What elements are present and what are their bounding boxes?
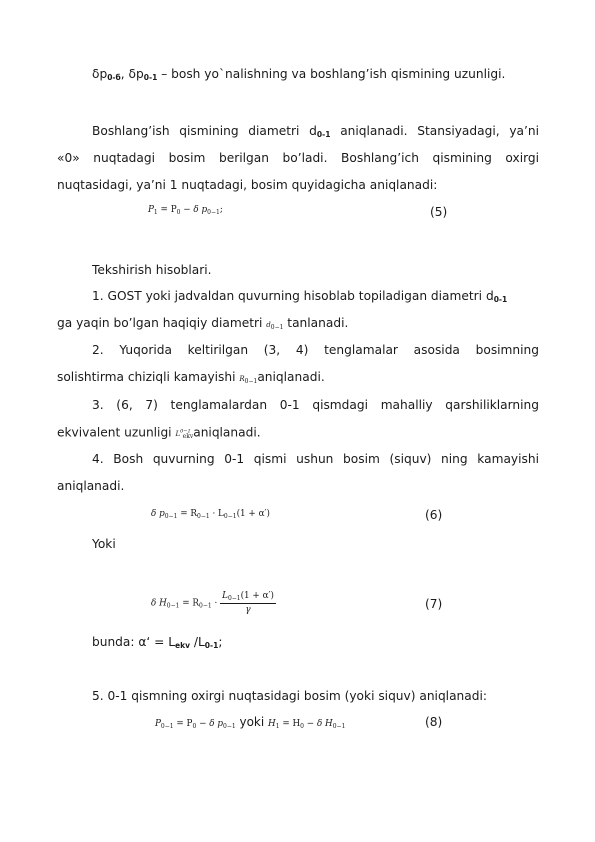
equation-5: $P_1 = P_0 - \delta$ $p_{0-1}$; <box>148 205 223 216</box>
equation-6-number: (6) <box>425 508 443 522</box>
para1-line3: nuqtasidagi, ya’ni 1 nuqtadagi, bosim quyidagicha aniqlanadi: <box>57 178 438 192</box>
step3-line2: ekvivalent uzunligi $L^{0-1}ekvaniqlanadi$. <box>57 425 261 441</box>
step4-line1: 4. Bosh quvurning 0-1 qismi ushun bosim (siquv) ning kamayishi <box>92 452 539 466</box>
bunda-line: bunda: α‘ = Lekv /L0-1; <box>92 635 223 650</box>
equation-7-fraction: $\frac{L_{0-1}(1 + \alpha')}{\gamma}$ <box>222 591 274 615</box>
equation-8: $P_{0-1} = P_0 - \delta$ $p_{0-1}$ yoki $H_1 = H_0 - \delta$ $H_{0-1}$ <box>155 715 346 730</box>
step5-line: 5. 0-1 qismning oxirgi nuqtasidagi bosim (yoki siquv) aniqlanadi: <box>92 689 487 703</box>
step1-line2: ga yaqin bo’lgan haqiqiy diametri d0−1 tanlanadi. <box>57 316 349 331</box>
yoki-label: Yoki <box>92 537 116 551</box>
definition-line: δp0-б, δp0-1 – bosh yo`nalishning va boshlang’ish qismining uzunligi. <box>92 67 506 82</box>
step2-line2: solishtirma chiziqli kamayishi R0−1aniqlanadi. <box>57 370 325 385</box>
step1-line1: 1. GOST yoki jadvaldan quvurning hisoblab topiladigan diametri d0-1 <box>92 289 508 304</box>
step2-line1: 2. Yuqorida keltirilgan (3, 4) tenglamalar asosida bosimning <box>92 343 539 357</box>
equation-6: δ $p_{0-1} = R_{0-1} \cdot L_{0-1}(1 + \alpha')$ <box>151 509 270 520</box>
step4-line2: aniqlanadi. <box>57 479 125 493</box>
equation-7-number: (7) <box>425 597 443 611</box>
para1-line2: «0» nuqtadagi bosim berilgan bo’ladi. Boshlang’ich qismining oxirgi <box>57 151 539 165</box>
para1-line1: Boshlang’ish qismining diametri d0-1 aniqlanadi. Stansiyadagi, ya’ni <box>92 124 539 139</box>
section-title: Tekshirish hisoblari. <box>92 263 212 277</box>
equation-5-number: (5) <box>430 205 448 219</box>
step3-line1: 3. (6, 7) tenglamalardan 0-1 qismdagi mahalliy qarshiliklarning <box>92 398 539 412</box>
equation-7: δ $H_{0-1} = R_{0-1}$ · $\frac{L_{0-1}(1 + \alpha')}{\gamma}$ <box>151 591 274 615</box>
equation-8-number: (8) <box>425 715 443 729</box>
